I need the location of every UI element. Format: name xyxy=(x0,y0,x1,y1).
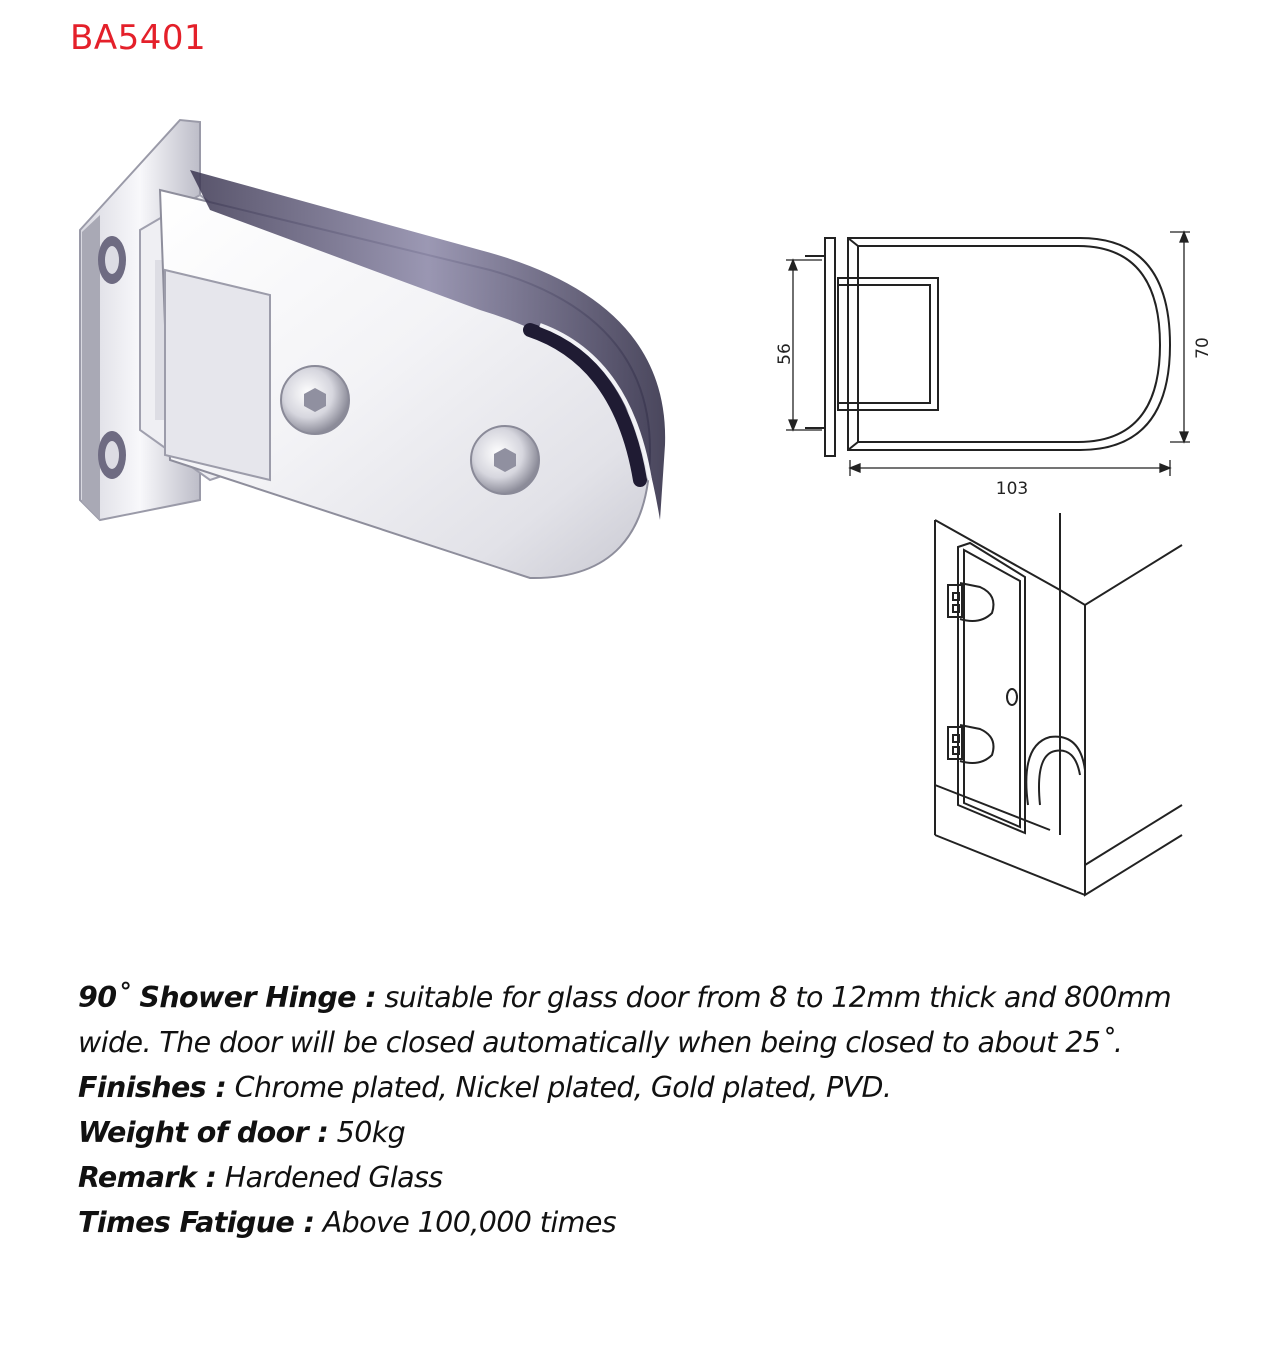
spec-remark-line xyxy=(78,1155,1258,1200)
model-code: BA5401 xyxy=(70,18,207,58)
spec-weight-value: 50kg xyxy=(336,1116,406,1149)
spec-title-line xyxy=(78,975,1258,1020)
spec-finishes-line xyxy=(78,1065,1258,1110)
spec-fatigue-line xyxy=(78,1200,1258,1245)
spec-title-label: 90˚ Shower Hinge : xyxy=(78,981,377,1014)
dimension-70-label: 70 xyxy=(1193,337,1213,359)
dimension-drawing-icon xyxy=(760,220,1220,510)
spec-remark-value: Hardened Glass xyxy=(224,1161,443,1194)
dimension-103-label: 103 xyxy=(995,479,1029,499)
spec-description-line1: suitable for glass door from 8 to 12mm thick and 800mm xyxy=(384,981,1172,1014)
spec-fatigue-label: Times Fatigue : xyxy=(78,1206,315,1239)
specification-block xyxy=(78,975,1258,1245)
spec-description-line2: wide. The door will be closed automatically when being closed to about 25˚. xyxy=(78,1026,1123,1059)
spec-weight-label: Weight of door : xyxy=(78,1116,329,1149)
dimension-56-label: 56 xyxy=(775,343,795,365)
spec-remark-label: Remark : xyxy=(78,1161,217,1194)
spec-fatigue-value: Above 100,000 times xyxy=(322,1206,617,1239)
hinge-photo-icon xyxy=(60,100,700,620)
installation-drawing-icon xyxy=(920,505,1200,925)
spec-weight-line xyxy=(78,1110,1258,1155)
spec-finishes-value: Chrome plated, Nickel plated, Gold plated, PVD. xyxy=(234,1071,892,1104)
spec-finishes-label: Finishes : xyxy=(78,1071,227,1104)
